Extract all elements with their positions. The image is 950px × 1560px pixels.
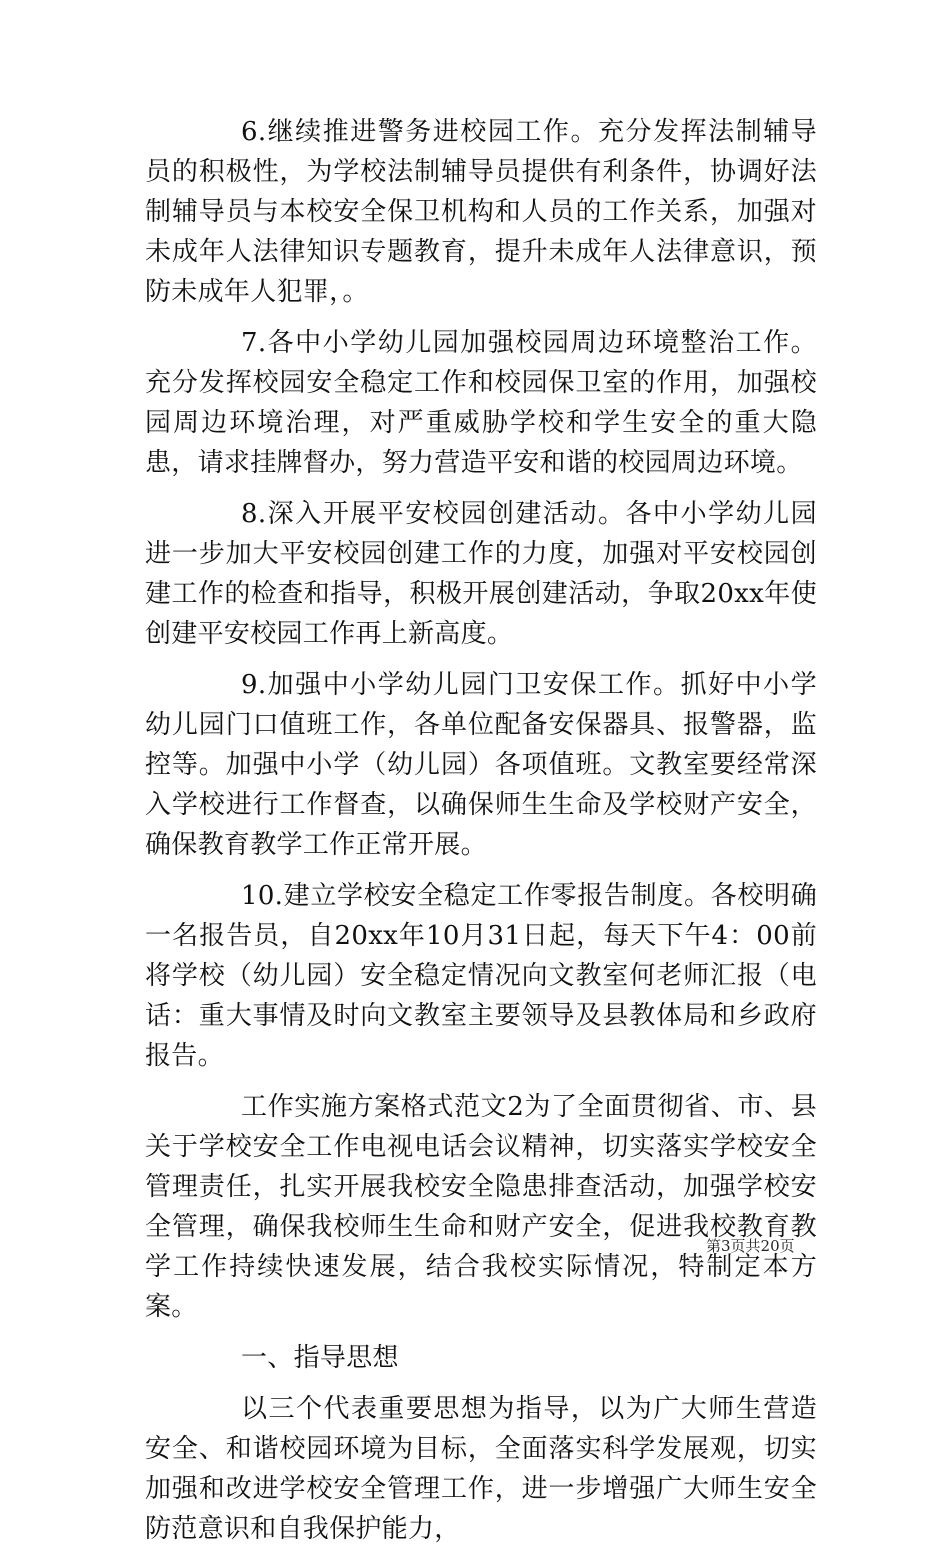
paragraph-template-2-intro: 工作实施方案格式范文2为了全面贯彻省、市、县关于学校安全工作电视电话会议精神，切实落实学校安全管理责任，扎实开展我校安全隐患排查活动，加强学校安全管理，确保我校师生生命和财产安全，促进我校教育教学工作持续快速发展，结合我校实际情况，特制定本方案。 <box>145 1092 817 1322</box>
paragraph-item-8: 8.深入开展平安校园创建活动。各中小学幼儿园进一步加大平安校园创建工作的力度，加强对平安校园创建工作的检查和指导，积极开展创建活动，争取20xx年使创建平安校园工作再上新高度。 <box>145 499 817 649</box>
paragraph-item-10: 10.建立学校安全稳定工作零报告制度。各校明确一名报告员，自20xx年10月31日起，每天下午4：00前将学校（幼儿园）安全稳定情况向文教室何老师汇报（电话：重大事情及时向文教室主要领导及县教体局和乡政府报告。 <box>145 881 817 1071</box>
paragraph-guiding-thought: 以三个代表重要思想为指导，以为广大师生营造安全、和谐校园环境为目标，全面落实科学发展观，切实加强和改进学校安全管理工作，进一步增强广大师生安全防范意识和自我保护能力， <box>145 1394 817 1544</box>
paragraph-item-6: 6.继续推进警务进校园工作。充分发挥法制辅导员的积极性，为学校法制辅导员提供有利条件，协调好法制辅导员与本校安全保卫机构和人员的工作关系，加强对未成年人法律知识专题教育，提升未成年人法律意识，预防未成年人犯罪，。 <box>145 117 817 307</box>
section-heading-guiding-thought: 一、指导思想 <box>241 1343 399 1373</box>
paragraph-item-7: 7.各中小学幼儿园加强校园周边环境整治工作。充分发挥校园安全稳定工作和校园保卫室的作用，加强校园周边环境治理，对严重威胁学校和学生安全的重大隐患，请求挂牌督办，努力营造平安和谐的校园周边环境。 <box>145 328 817 478</box>
page-number: 第3页共20页 <box>706 1237 795 1255</box>
document-body <box>145 112 817 1560</box>
paragraph-item-9: 9.加强中小学幼儿园门卫安保工作。抓好中小学幼儿园门口值班工作，各单位配备安保器具、报警器，监控等。加强中小学（幼儿园）各项值班。文教室要经常深入学校进行工作督查，以确保师生生命及学校财产安全，确保教育教学工作正常开展。 <box>145 670 817 860</box>
